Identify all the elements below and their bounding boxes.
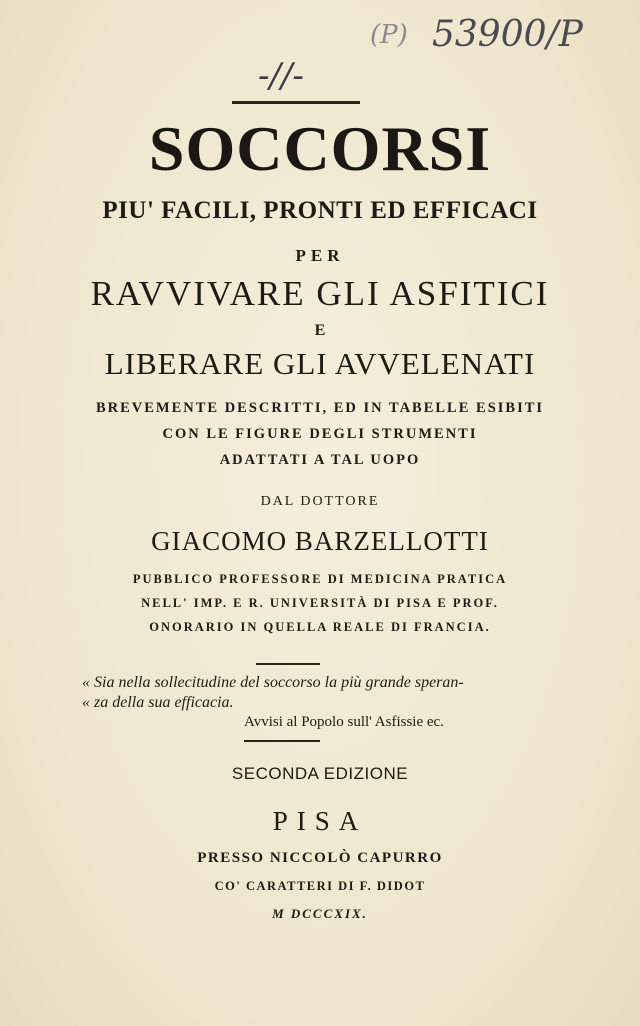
printer: CO' CARATTERI DI F. DIDOT	[214, 879, 426, 893]
heading-asfitici: RAVVIVARE GLI ASFITICI	[90, 274, 550, 313]
author-name: GIACOMO BARZELLOTTI	[151, 526, 489, 556]
preposition-per: PER	[295, 246, 345, 265]
epigraph-line: « Sia nella sollecitudine del soccorso la più grande speran-	[82, 674, 464, 691]
book-title: SOCCORSI	[148, 113, 492, 184]
author-title-line: ONORARIO IN QUELLA REALE DI FRANCIA.	[149, 620, 491, 634]
conjunction-e: E	[314, 322, 326, 339]
description-line: ADATTATI A TAL UOPO	[219, 452, 421, 468]
ornamental-rule	[256, 663, 320, 665]
handwritten-mark: -//-	[258, 56, 304, 96]
ornamental-rule	[244, 740, 320, 742]
heading-avvelenati: LIBERARE GLI AVVELENATI	[104, 346, 536, 381]
epigraph-source: Avvisi al Popolo sull' Asfissie ec.	[244, 714, 444, 730]
author-title-line: PUBBLICO PROFESSORE DI MEDICINA PRATICA	[132, 572, 508, 586]
library-mark: (P)	[370, 20, 408, 50]
subtitle: PIU' FACILI, PRONTI ED EFFICACI	[102, 197, 538, 224]
description-line: BREVEMENTE DESCRITTI, ED IN TABELLE ESIBITI	[95, 400, 545, 416]
shelfmark: 53900/P	[432, 14, 583, 55]
author-title-line: NELL' IMP. E R. UNIVERSITÀ DI PISA E PROF.	[141, 596, 499, 610]
place: PISA	[272, 806, 368, 836]
epigraph-line: « za della sua efficacia.	[82, 694, 234, 711]
publisher: PRESSO NICCOLÒ CAPURRO	[197, 850, 443, 866]
top-rule	[232, 101, 360, 104]
description-line: CON LE FIGURE DEGLI STRUMENTI	[162, 426, 478, 442]
by-line: DAL DOTTORE	[260, 494, 380, 509]
publication-year: M DCCCXIX.	[272, 906, 368, 921]
edition: SECONDA EDIZIONE	[231, 764, 409, 783]
